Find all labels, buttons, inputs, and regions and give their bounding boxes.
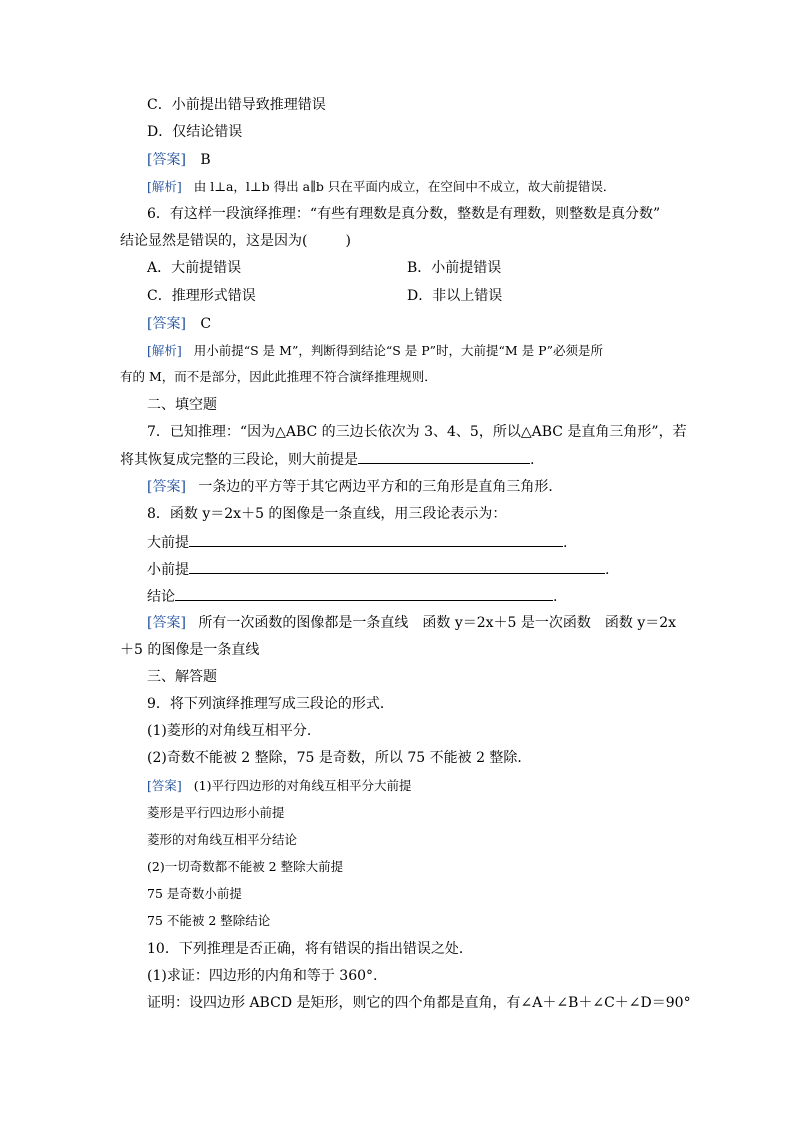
- q6-analysis-line1: [147, 341, 603, 361]
- q6-answer-line: [147, 314, 211, 334]
- analysis-tag: [解析]: [147, 179, 182, 194]
- major-premise-blank[interactable]: [189, 532, 563, 547]
- q5-option-d: D．仅结论错误: [147, 124, 243, 140]
- conclusion-label: 结论: [147, 589, 175, 605]
- q7-stem-line2: [120, 449, 534, 470]
- q7-period: .: [530, 452, 535, 468]
- q6-stem-line2: [120, 231, 351, 251]
- q9-answer-line4: (2)一切奇数都不能被 2 整除大前提: [147, 859, 344, 874]
- q10-stem: 10．下列推理是否正确，将有错误的指出错误之处．: [147, 941, 473, 957]
- major-premise-label: 大前提: [147, 535, 189, 551]
- q9-answer-line1: [147, 776, 411, 796]
- minor-premise-blank[interactable]: [189, 559, 605, 574]
- q8-stem: 8．函数 y＝2x＋5 的图像是一条直线，用三段论表示为：: [147, 506, 507, 522]
- q6-option-a: A．大前提错误: [147, 260, 242, 276]
- q8-answer-1: 所有一次函数的图像都是一条直线 函数 y＝2x＋5 是一次函数 函数 y＝2x: [198, 615, 677, 631]
- q8-major-premise-line: [147, 532, 567, 553]
- q6-stem-line1: 6．有这样一段演绎推理：“有些有理数是真分数，整数是有理数，则整数是真分数”: [147, 206, 661, 222]
- q8-answer-line2: ＋5 的图像是一条直线: [120, 642, 260, 658]
- answer-tag: [答案]: [147, 778, 182, 793]
- section-title: 三、解答题: [147, 669, 217, 685]
- q7-answer: 一条边的平方等于其它两边平方和的三角形是直角三角形．: [198, 479, 563, 495]
- q9-answer-line5: 75 是奇数小前提: [147, 886, 242, 901]
- minor-premise-label: 小前提: [147, 562, 189, 578]
- q6-paren-close: ): [345, 233, 351, 249]
- answer-tag: [答案]: [147, 152, 186, 168]
- period: .: [553, 589, 558, 605]
- q6-option-d: D．非以上错误: [407, 288, 503, 304]
- section-title: 二、填空题: [147, 397, 217, 413]
- q8-answer-line1: [147, 613, 676, 633]
- conclusion-blank[interactable]: [175, 586, 553, 601]
- q6-option-c: C．推理形式错误: [147, 288, 256, 304]
- answer-tag: [答案]: [147, 479, 186, 495]
- q7-answer-line: [147, 477, 562, 497]
- q7-answer-blank[interactable]: [358, 449, 530, 464]
- q9-item-2: (2)奇数不能被 2 整除，75 是奇数，所以 75 不能被 2 整除．: [147, 750, 532, 766]
- q8-minor-premise-line: [147, 559, 609, 580]
- q5-answer: B: [200, 152, 211, 168]
- q10-item-1: (1)求证：四边形的内角和等于 360°.: [147, 968, 378, 984]
- answer-tag: [答案]: [147, 615, 186, 631]
- q9-item-1: (1)菱形的对角线互相平分．: [147, 723, 321, 739]
- q6-analysis-line2: 有的 M，而不是部分，因此此推理不符合演绎推理规则．: [120, 369, 437, 384]
- q9-answer-line6: 75 不能被 2 整除结论: [147, 913, 271, 928]
- answer-tag: [答案]: [147, 316, 186, 332]
- q9-stem: 9．将下列演绎推理写成三段论的形式．: [147, 696, 394, 712]
- q8-conclusion-line: [147, 586, 557, 607]
- q9-answer-1: (1)平行四边形的对角线互相平分大前提: [193, 778, 412, 793]
- q9-answer-line2: 菱形是平行四边形小前提: [147, 805, 285, 820]
- q6-analysis-1: 用小前提“S 是 M”，判断得到结论“S 是 P”时，大前提“M 是 P”必须是所: [193, 343, 603, 358]
- period: .: [563, 535, 568, 551]
- q9-answer-line3: 菱形的对角线互相平分结论: [147, 832, 298, 847]
- q7-stem-text: 将其恢复成完整的三段论，则大前提是: [120, 452, 358, 468]
- q10-proof: 证明：设四边形 ABCD 是矩形，则它的四个角都是直角，有∠A＋∠B＋∠C＋∠D＝90°: [147, 995, 691, 1011]
- q5-analysis: 由 l⊥a，l⊥b 得出 a∥b 只在平面内成立，在空间中不成立，故大前提错误．: [193, 179, 616, 194]
- period: .: [605, 562, 610, 578]
- q5-answer-line: [147, 150, 211, 170]
- analysis-tag: [解析]: [147, 343, 182, 358]
- q5-analysis-line: [147, 177, 615, 197]
- q7-stem-line1: 7．已知推理：“因为△ABC 的三边长依次为 3、4、5，所以△ABC 是直角三角形”，若: [147, 424, 687, 440]
- q6-answer: C: [200, 316, 212, 332]
- q6-option-b: B．小前提错误: [407, 260, 502, 276]
- q5-option-c: C．小前提出错导致推理错误: [147, 97, 326, 113]
- q6-stem-text: 结论显然是错误的，这是因为(: [120, 233, 308, 249]
